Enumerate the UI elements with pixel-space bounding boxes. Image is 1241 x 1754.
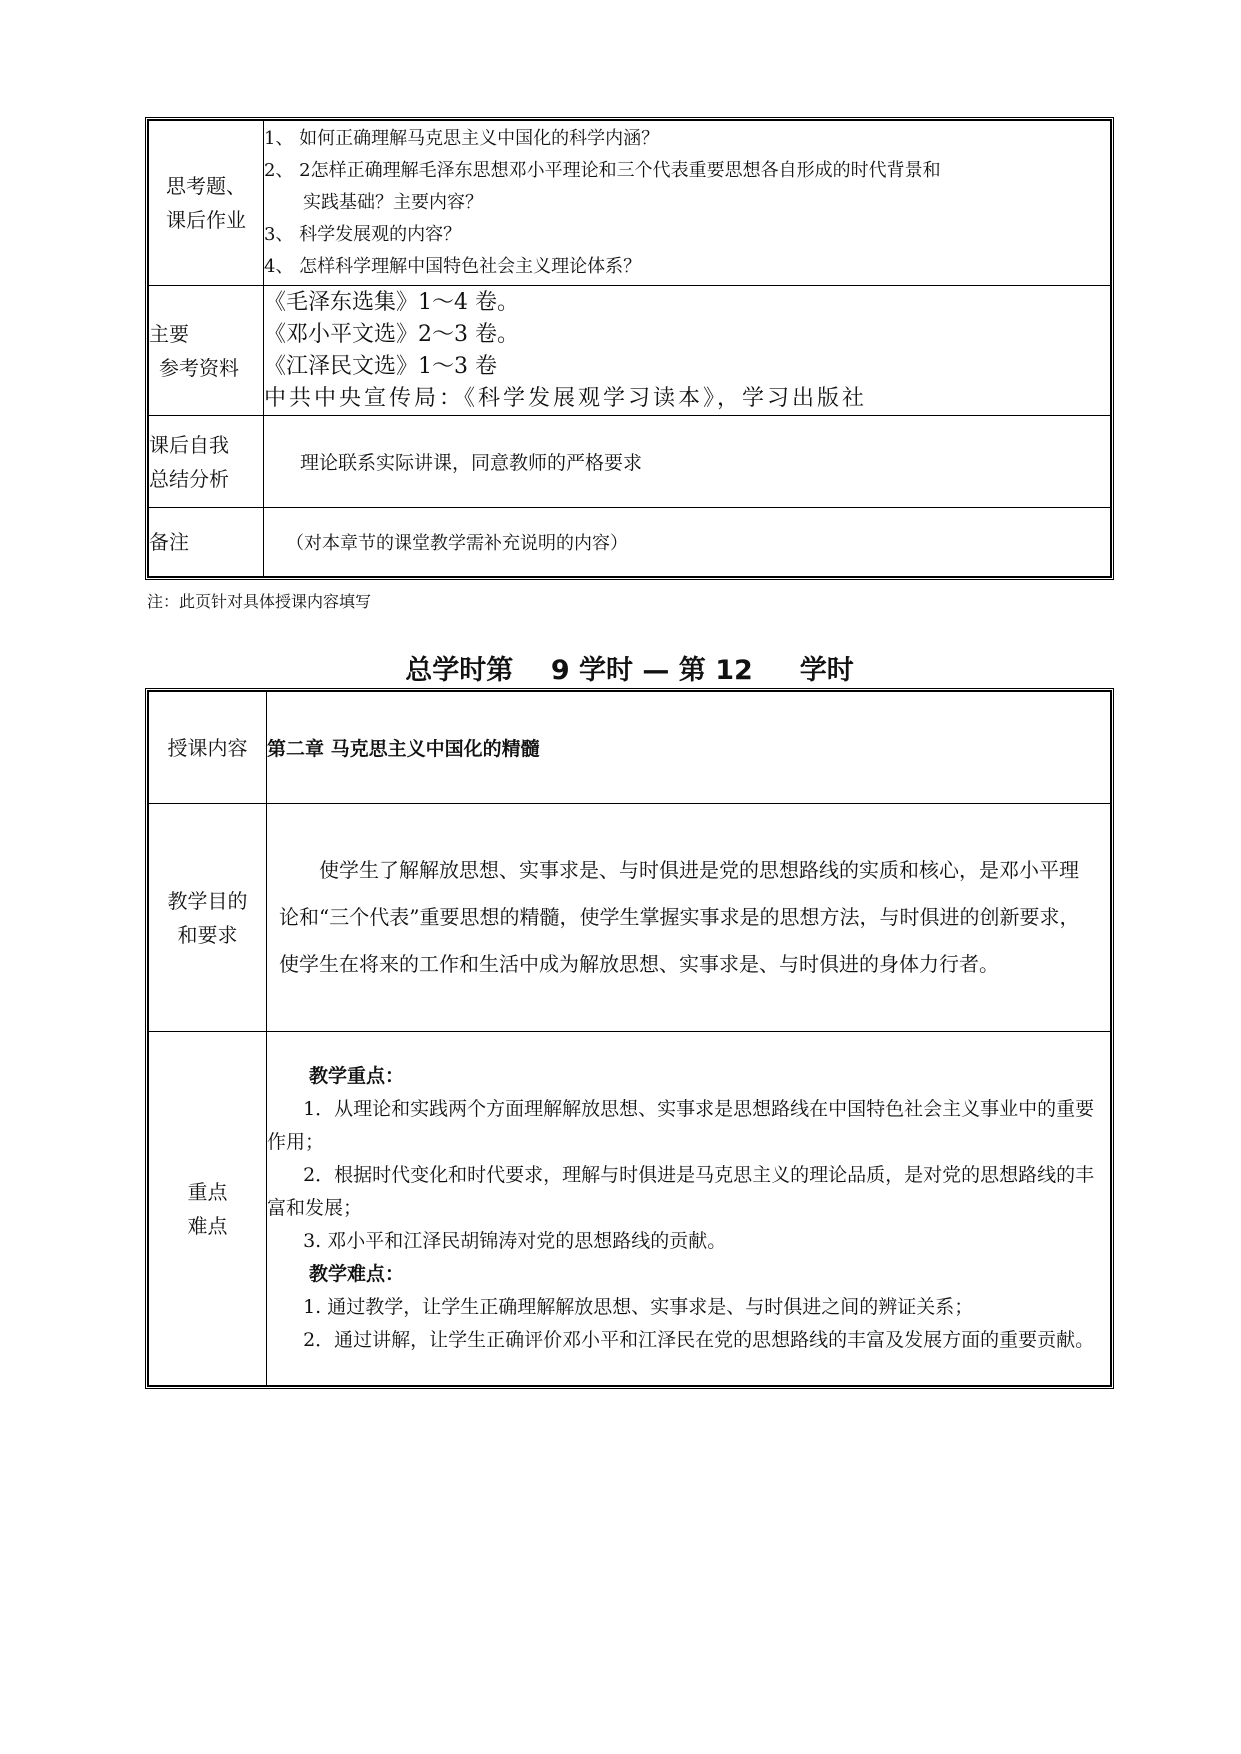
difficulty-point: 2．通过讲解，让学生正确评价邓小平和江泽民在党的思想路线的丰富及发展方面的重要贡献。 xyxy=(303,1329,1095,1351)
question-item: 3、 科学发展观的内容？ xyxy=(264,224,462,245)
question-item: 4、 怎样科学理解中国特色社会主义理论体系？ xyxy=(264,256,642,277)
difficulty-point: 1. 通过教学，让学生正确理解解放思想、实事求是、与时俱进之间的辨证关系； xyxy=(303,1296,974,1318)
questions-label: 思考题、 课后作业 xyxy=(149,121,264,286)
remark-label: 备注 xyxy=(149,508,264,577)
chapter-title: 第二章 马克思主义中国化的精髓 xyxy=(267,692,1111,804)
reference-item: 《邓小平文选》2～3 卷。 xyxy=(264,321,519,347)
key-points-label: 重点 难点 xyxy=(149,1032,267,1386)
references-label: 主要 参考资料 xyxy=(149,286,264,416)
reference-item: 中共中央宣传局：《科学发展观学习读本》，学习出版社 xyxy=(264,385,868,411)
question-item: 实践基础？主要内容？ xyxy=(303,192,483,213)
questions-list xyxy=(264,121,1111,286)
question-item: 1、 如何正确理解马克思主义中国化的科学内涵？ xyxy=(264,128,660,149)
references-list xyxy=(264,286,1111,416)
footnote: 注：此页针对具体授课内容填写 xyxy=(147,592,372,611)
reference-item: 《毛泽东选集》1～4 卷。 xyxy=(264,289,519,315)
goal-text-cell xyxy=(267,804,1111,1032)
key-heading: 教学重点： xyxy=(309,1065,405,1087)
lesson-plan-table xyxy=(145,688,1114,1389)
session-header: 总学时第 9 学时 — 第 12 学时 xyxy=(405,655,854,686)
self-summary-label: 课后自我 总结分析 xyxy=(149,416,264,508)
question-item: 2、 2怎样正确理解毛泽东思想邓小平理论和三个代表重要思想各自形成的时代背景和 xyxy=(264,160,941,181)
key-point: 3. 邓小平和江泽民胡锦涛对党的思想路线的贡献。 xyxy=(303,1230,727,1252)
difficulty-heading: 教学难点： xyxy=(309,1263,405,1285)
key-point: 1．从理论和实践两个方面理解解放思想、实事求是思想路线在中国特色社会主义事业中的重要作用； xyxy=(267,1098,1095,1153)
questions-references-table xyxy=(145,117,1114,580)
key-point: 2．根据时代变化和时代要求，理解与时俱进是马克思主义的理论品质，是对党的思想路线的丰富和发展； xyxy=(267,1164,1095,1219)
remark-text: （对本章节的课堂教学需补充说明的内容） xyxy=(264,508,1111,577)
key-points-cell xyxy=(267,1032,1111,1386)
goal-text: 使学生了解解放思想、实事求是、与时俱进是党的思想路线的实质和核心，是邓小平理论和“三个代表”重要思想的精髓，使学生掌握实事求是的思想方法，与时俱进的创新要求，使学生在将来的工作和生活中成为解放思想、实事求是、与时俱进的身体力行者。 xyxy=(279,858,1080,976)
self-summary-text: 理论联系实际讲课，同意教师的严格要求 xyxy=(264,416,1111,508)
reference-item: 《江泽民文选》1～3 卷 xyxy=(264,353,497,379)
content-label: 授课内容 xyxy=(149,692,267,804)
goal-label: 教学目的 和要求 xyxy=(149,804,267,1032)
